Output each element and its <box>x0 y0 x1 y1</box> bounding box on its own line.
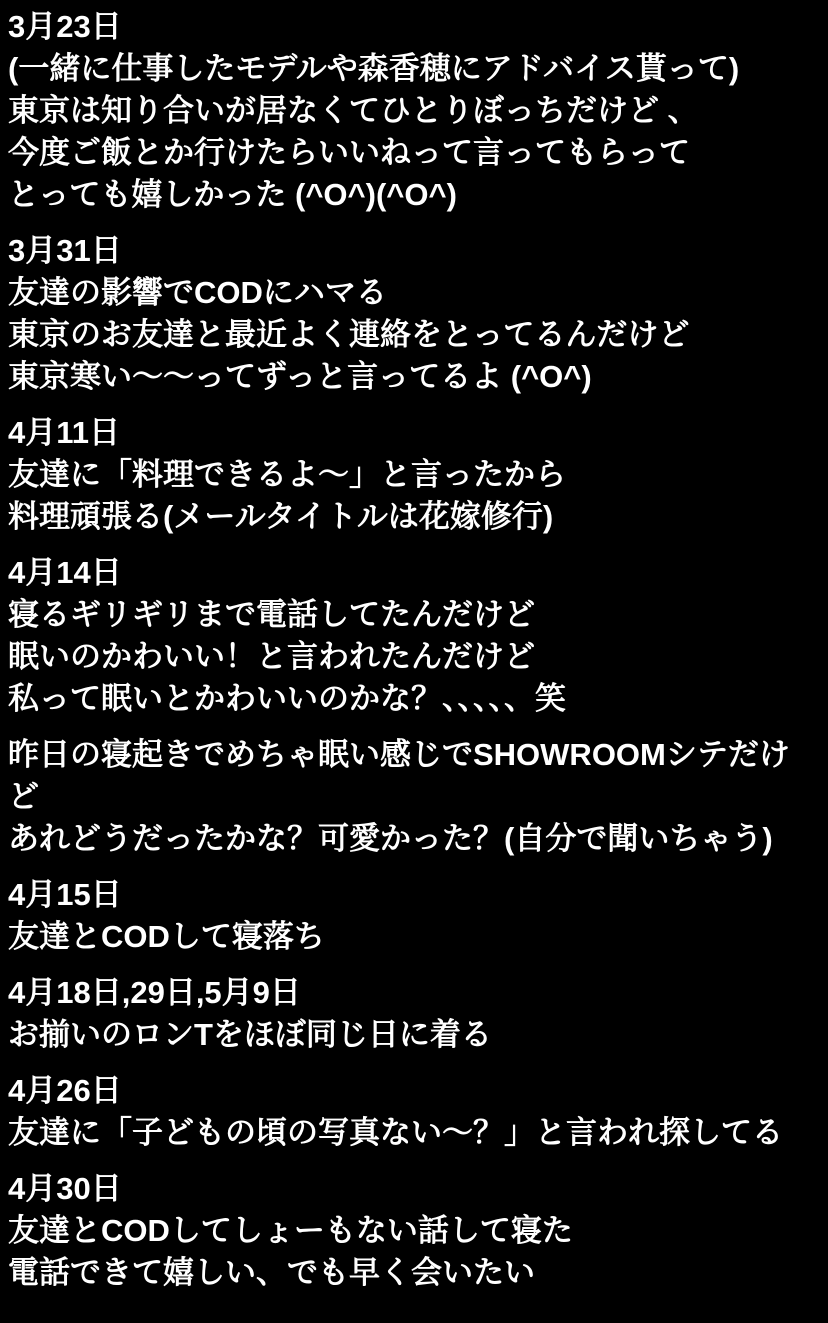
entry-line: 友達の影響でCODにハマる <box>8 275 387 310</box>
entry-date: 4月14日 <box>8 555 122 590</box>
entry-date: 4月30日 <box>8 1171 122 1206</box>
entry-line: お揃いのロンTをほぼ同じ日に着る <box>8 1017 492 1052</box>
diary-entry <box>8 230 820 398</box>
diary-entry <box>8 874 820 958</box>
entry-line: 寝るギリギリまで電話してたんだけど <box>8 597 535 632</box>
diary-entry <box>8 972 820 1056</box>
entry-line: 眠いのかわいい！と言われたんだけど <box>8 639 535 674</box>
entry-line: あれどうだったかな？可愛かった？(自分で聞いちゃう) <box>8 821 773 856</box>
entry-line: 友達に「料理できるよ〜」と言ったから <box>8 457 566 492</box>
entry-date: 3月31日 <box>8 233 122 268</box>
diary-entry <box>8 6 820 216</box>
entry-date: 4月18日,29日,5月9日 <box>8 975 301 1010</box>
entry-line: 東京は知り合いが居なくてひとりぼっちだけど 、 <box>8 93 699 128</box>
entry-line: 今度ご飯とか行けたらいいねって言ってもらって <box>8 135 690 170</box>
entry-date: 4月26日 <box>8 1073 122 1108</box>
entry-line: 東京寒い〜〜ってずっと言ってるよ (^O^) <box>8 359 592 394</box>
diary-entry <box>8 412 820 538</box>
entry-line: (一緒に仕事したモデルや森香穂にアドバイス貰って) <box>8 51 740 86</box>
diary-entry <box>8 1070 820 1154</box>
entry-line: 東京のお友達と最近よく連絡をとってるんだけど <box>8 317 690 352</box>
entry-line: 友達とCODして寝落ち <box>8 919 325 954</box>
entry-line: 友達に「子どもの頃の写真ない〜？」と言われ探してる <box>8 1115 783 1150</box>
entry-line: とっても嬉しかった (^O^)(^O^) <box>8 177 457 212</box>
entry-line: 昨日の寝起きでめちゃ眠い感じでSHOWROOMシテだけど <box>8 737 790 814</box>
diary-entry <box>8 552 820 860</box>
entry-line: 私って眠いとかわいいのかな？、、、、、笑 <box>8 681 566 716</box>
entry-line: 料理頑張る(メールタイトルは花嫁修行) <box>8 499 554 534</box>
diary-entry <box>8 1168 820 1294</box>
entry-line: 電話できて嬉しい、でも早く会いたい <box>8 1255 535 1290</box>
entry-date: 3月23日 <box>8 9 122 44</box>
entry-date: 4月15日 <box>8 877 122 912</box>
entry-spacer <box>8 720 820 734</box>
entry-date: 4月11日 <box>8 415 121 450</box>
entry-line: 友達とCODしてしょーもない話して寝た <box>8 1213 573 1248</box>
